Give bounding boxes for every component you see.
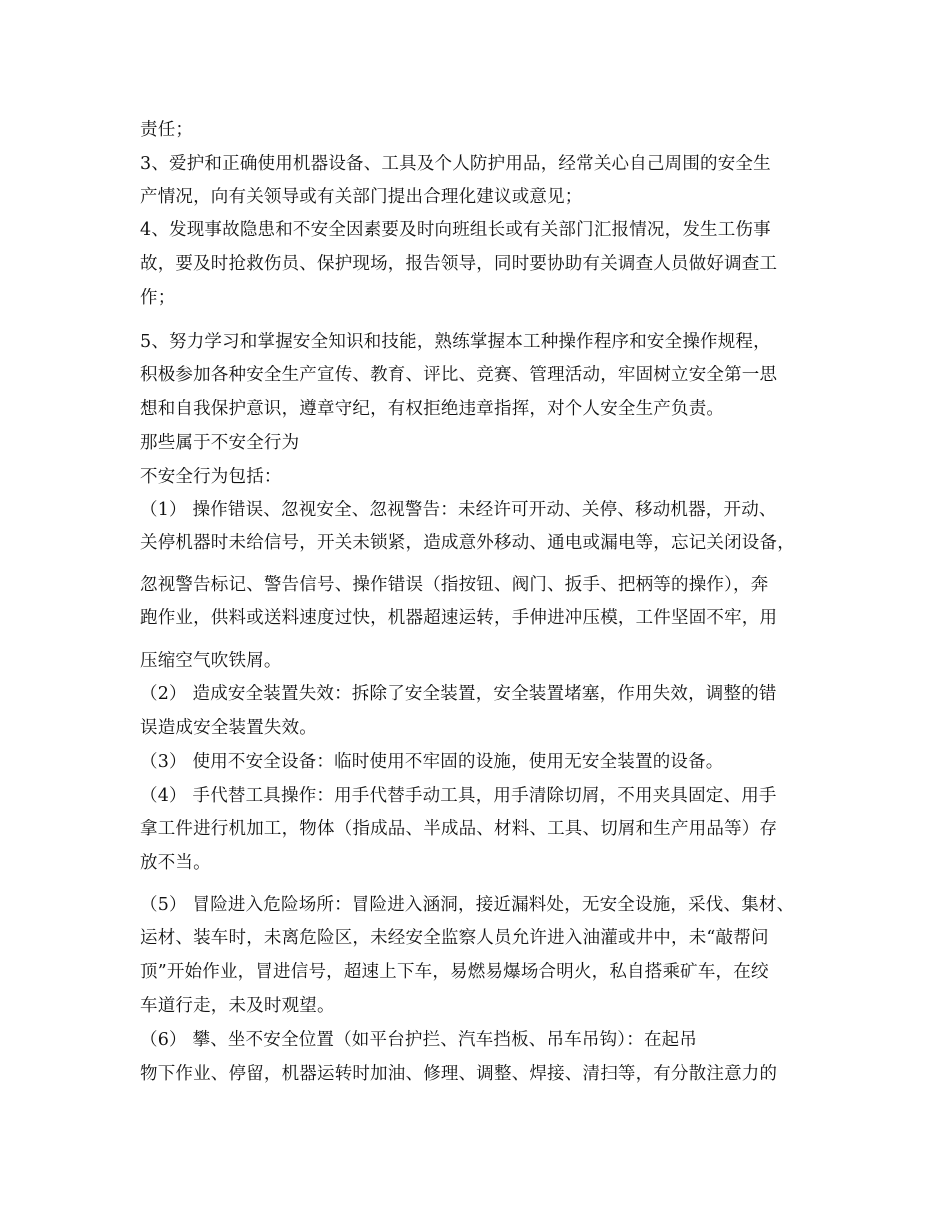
text-line: 想和自我保护意识，遵章守纪，有权拒绝违章指挥，对个人安全生产负责。: [140, 399, 725, 419]
list-item: （1） 操作错误、忽视安全、忽视警告：未经许可开动、关停、移动机器，开动、: [140, 500, 777, 520]
text-line: 责任；: [140, 120, 194, 140]
text-line: 忽视警告标记、警告信号、操作错误（指按钮、阀门、扳手、把柄等的操作），奔: [140, 575, 769, 595]
text-line: 5、努力学习和掌握安全知识和技能，熟练掌握本工种操作程序和安全操作规程，: [140, 332, 771, 352]
text-line: 压缩空气吹铁屑。: [140, 651, 282, 671]
text-line: 故，要及时抢救伤员、保护现场，报告领导，同时要协助有关调查人员做好调查工: [140, 254, 778, 274]
text-line: 关停机器时未给信号，开关未锁紧，造成意外移动、通电或漏电等，忘记关闭设备，: [140, 533, 795, 553]
text-line: 运材、装车时，未离危险区，未经安全监察人员允许进入油灌或井中，未“敲帮问: [140, 928, 769, 948]
text-line: 不安全行为包括：: [140, 467, 282, 487]
text-line: 积极参加各种安全生产宣传、教育、评比、竞赛、管理活动，牢固树立安全第一思: [140, 365, 778, 385]
section-heading: 那些属于不安全行为: [140, 433, 300, 453]
list-item: （4） 手代替工具操作：用手代替手动工具，用手清除切屑，不用夹具固定、用手: [140, 786, 777, 806]
list-item: （3） 使用不安全设备：临时使用不牢固的设施，使用无安全装置的设备。: [140, 752, 724, 772]
text-line: 4、发现事故隐患和不安全因素要及时向班组长或有关部门汇报情况，发生工伤事: [140, 220, 771, 240]
list-item: （6） 攀、坐不安全位置（如平台护拦、汽车挡板、吊车吊钩）：在起吊: [140, 1030, 698, 1050]
text-line: 产情况，向有关领导或有关部门提出合理化建议或意见；: [140, 187, 583, 207]
text-line: 顶”开始作业，冒进信号，超速上下车，易燃易爆场合明火，私自搭乘矿车，在绞: [140, 962, 769, 982]
list-item: （2） 造成安全装置失效：拆除了安全装置，安全装置堵塞，作用失效，调整的错: [140, 684, 777, 704]
text-line: 作；: [140, 288, 176, 308]
text-line: 放不当。: [140, 853, 211, 873]
text-line: 3、爱护和正确使用机器设备、工具及个人防护用品，经常关心自己周围的安全生: [140, 154, 771, 174]
text-line: 跑作业，供料或送料速度过快，机器超速运转，手伸进冲压模，工件坚固不牢，用: [140, 608, 778, 628]
text-line: 拿工件进行机加工，物体（指成品、半成品、材料、工具、切屑和生产用品等）存: [140, 819, 778, 839]
text-line: 误造成安全装置失效。: [140, 718, 317, 738]
text-line: 物下作业、停留，机器运转时加油、修理、调整、焊接、清扫等，有分散注意力的: [140, 1064, 778, 1084]
list-item: （5） 冒险进入危险场所：冒险进入涵洞，接近漏料处，无安全设施，采伐、集材、: [140, 895, 795, 915]
text-line: 车道行走，未及时观望。: [140, 996, 335, 1016]
